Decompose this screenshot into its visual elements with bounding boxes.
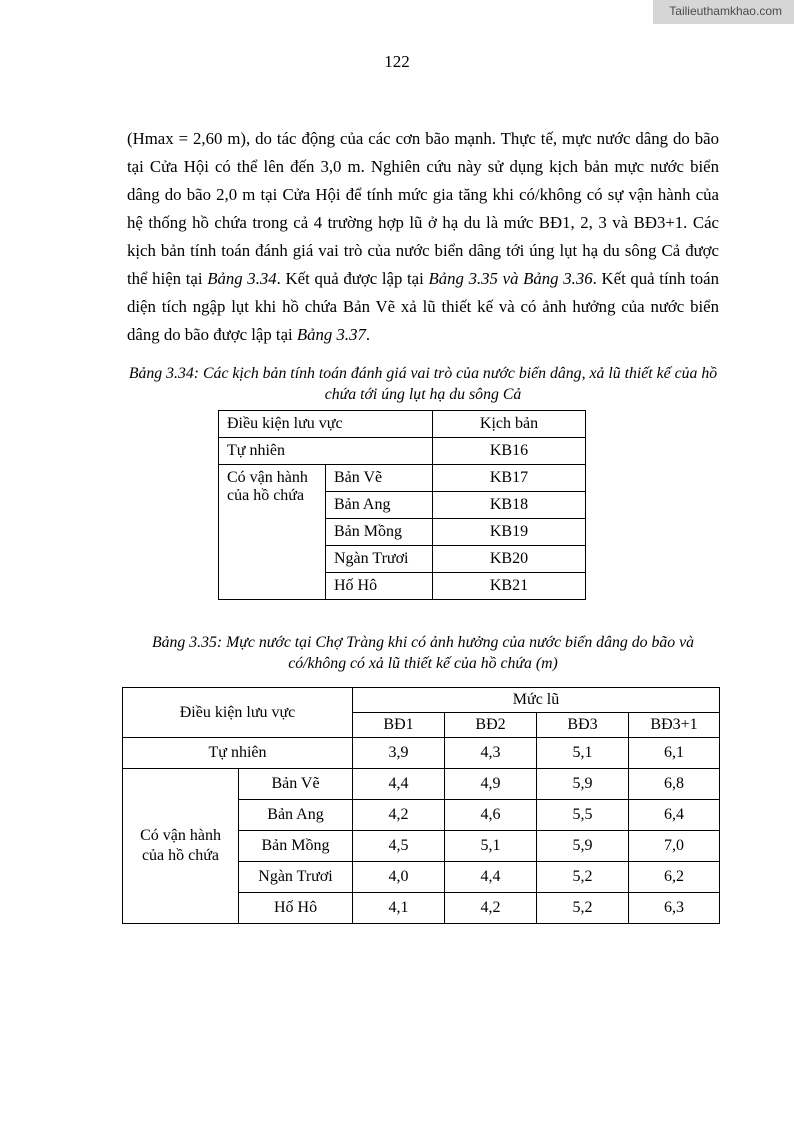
- level-header: BĐ3+1: [629, 713, 720, 738]
- group-label-cell: Có vận hành của hồ chứa: [219, 465, 326, 600]
- watermark-link[interactable]: Tailieuthamkhao.com: [653, 0, 794, 24]
- table-row: [123, 688, 720, 713]
- table-header-condition: Điều kiện lưu vực: [219, 411, 433, 438]
- value-cell: 5,9: [537, 769, 629, 800]
- value-cell: 4,3: [445, 738, 537, 769]
- reservoir-cell: Bản Ang: [326, 492, 433, 519]
- scenario-cell: KB19: [433, 519, 586, 546]
- table-row: [123, 769, 720, 800]
- scenario-cell: KB17: [433, 465, 586, 492]
- value-cell: 4,2: [353, 800, 445, 831]
- value-cell: 3,9: [353, 738, 445, 769]
- paragraph-segment-ref: Bảng 3.35 và Bảng 3.36: [428, 269, 593, 288]
- paragraph-segment-ref: Bảng 3.34: [207, 269, 277, 288]
- table-header-condition: Điều kiện lưu vực: [123, 688, 353, 738]
- value-cell: 5,9: [537, 831, 629, 862]
- level-header: BĐ1: [353, 713, 445, 738]
- level-header: BĐ3: [537, 713, 629, 738]
- table-header-flood-level: Mức lũ: [353, 688, 720, 713]
- reservoir-cell: Ngàn Trươi: [326, 546, 433, 573]
- value-cell: 4,4: [353, 769, 445, 800]
- value-cell: 5,2: [537, 862, 629, 893]
- value-cell: 5,5: [537, 800, 629, 831]
- table-335: [122, 687, 720, 924]
- table-row: [219, 465, 586, 492]
- value-cell: 6,1: [629, 738, 720, 769]
- table-335-caption: Bảng 3.35: Mực nước tại Chợ Tràng khi có ảnh hưởng của nước biển dâng do bão và có/không có xả lũ thiết kế của hồ chứa (m): [151, 634, 695, 672]
- value-cell: 4,2: [445, 893, 537, 924]
- value-cell: 6,8: [629, 769, 720, 800]
- value-cell: 4,0: [353, 862, 445, 893]
- value-cell: 6,4: [629, 800, 720, 831]
- reservoir-cell: Bản Mồng: [239, 831, 353, 862]
- body-paragraph: [127, 125, 719, 349]
- value-cell: 5,2: [537, 893, 629, 924]
- paragraph-segment: .: [365, 325, 371, 344]
- reservoir-cell: Hố Hô: [239, 893, 353, 924]
- group-label-cell: Có vận hành của hồ chứa: [123, 769, 239, 924]
- paragraph-segment: . Kết quả được lập tại: [276, 269, 429, 288]
- table-row: [219, 411, 586, 438]
- value-cell: 6,2: [629, 862, 720, 893]
- scenario-cell: KB21: [433, 573, 586, 600]
- value-cell: 7,0: [629, 831, 720, 862]
- value-cell: 5,1: [537, 738, 629, 769]
- level-header: BĐ2: [445, 713, 537, 738]
- table-header-scenario: Kịch bản: [433, 411, 586, 438]
- natural-label-cell: Tự nhiên: [219, 438, 433, 465]
- table-row: [123, 738, 720, 769]
- table-334: [218, 410, 586, 600]
- reservoir-cell: Bản Ang: [239, 800, 353, 831]
- scenario-cell: KB16: [433, 438, 586, 465]
- value-cell: 6,3: [629, 893, 720, 924]
- value-cell: 4,6: [445, 800, 537, 831]
- table-334-caption: Bảng 3.34: Các kịch bản tính toán đánh giá vai trò của nước biển dâng, xả lũ thiết kế của hồ chứa tới úng lụt hạ du sông Cả: [128, 365, 718, 403]
- reservoir-cell: Bản Vẽ: [326, 465, 433, 492]
- page-content: [127, 125, 719, 924]
- value-cell: 4,4: [445, 862, 537, 893]
- value-cell: 5,1: [445, 831, 537, 862]
- paragraph-segment-ref: Bảng 3.37: [296, 325, 366, 344]
- scenario-cell: KB18: [433, 492, 586, 519]
- natural-label-cell: Tự nhiên: [123, 738, 353, 769]
- reservoir-cell: Bản Mồng: [326, 519, 433, 546]
- page-number: 122: [384, 52, 410, 71]
- value-cell: 4,1: [353, 893, 445, 924]
- reservoir-cell: Hố Hô: [326, 573, 433, 600]
- scenario-cell: KB20: [433, 546, 586, 573]
- paragraph-segment: . Kết quả tính toán diện tích ngập lụt khi hồ chứa Bản Vẽ xả lũ thiết kế và có ảnh hưởng của nước biển dâng do bão được lập tại: [127, 269, 719, 344]
- paragraph-segment: (Hmax = 2,60 m), do tác động của các cơn bão mạnh. Thực tế, mực nước dâng do bão tại Cửa Hội có thể lên đến 3,0 m. Nghiên cứu này sử dụng kịch bản mực nước biển dâng do bão 2,0 m tại Cửa Hội để tính mức gia tăng khi có/không có sự vận hành của hệ thống hồ chứa trong cả 4 trường hợp lũ ở hạ du là mức BĐ1, 2, 3 và BĐ3+1. Các kịch bản tính toán đánh giá vai trò của nước biển dâng tới úng lụt hạ du sông Cả được thể hiện tại: [127, 129, 719, 288]
- reservoir-cell: Ngàn Trươi: [239, 862, 353, 893]
- value-cell: 4,9: [445, 769, 537, 800]
- reservoir-cell: Bản Vẽ: [239, 769, 353, 800]
- table-row: [219, 438, 586, 465]
- value-cell: 4,5: [353, 831, 445, 862]
